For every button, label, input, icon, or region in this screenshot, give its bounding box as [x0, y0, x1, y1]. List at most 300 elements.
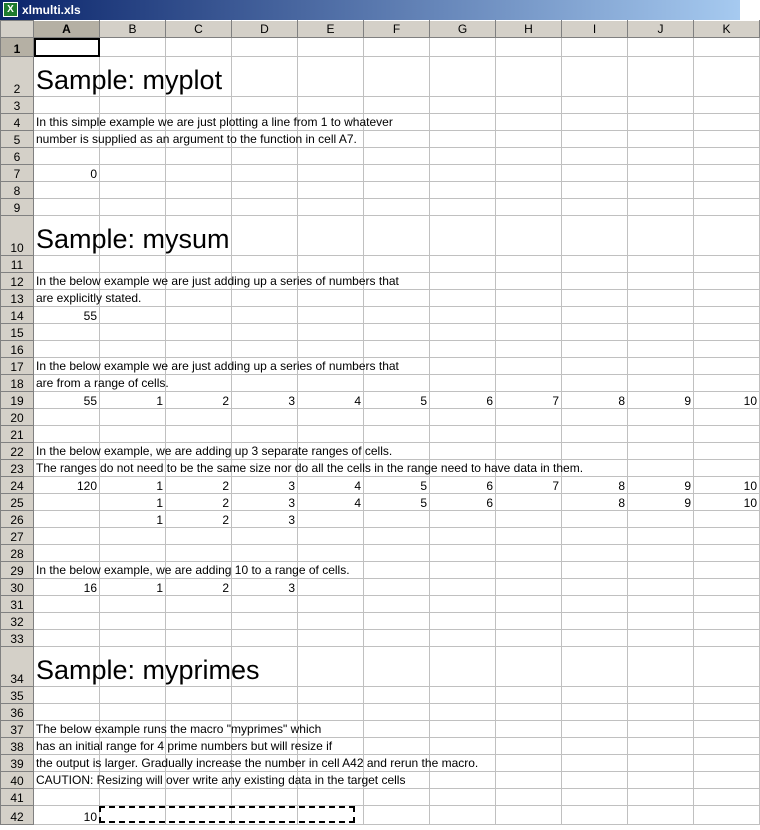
cell-j7[interactable]: [628, 165, 694, 182]
cell-j42[interactable]: [628, 806, 694, 825]
cell-b41[interactable]: [100, 789, 166, 806]
cell-h42[interactable]: [496, 806, 562, 825]
cell-d35[interactable]: [232, 687, 298, 704]
cell-j37[interactable]: [628, 721, 694, 738]
cell-k29[interactable]: [694, 562, 760, 579]
row-header-5[interactable]: 5: [1, 131, 34, 148]
cell-e18[interactable]: [298, 375, 364, 392]
cell-i42[interactable]: [562, 806, 628, 825]
cell-i19[interactable]: [562, 392, 628, 409]
cell-a38[interactable]: [34, 738, 333, 755]
column-header-c[interactable]: C: [166, 21, 232, 38]
cell-h39[interactable]: [496, 755, 562, 772]
cell-i33[interactable]: [562, 630, 628, 647]
row-header-13[interactable]: 13: [1, 290, 34, 307]
column-header-j[interactable]: J: [628, 21, 694, 38]
cell-f27[interactable]: [364, 528, 430, 545]
cell-i14[interactable]: [562, 307, 628, 324]
row-header-29[interactable]: 29: [1, 562, 34, 579]
cell-h36[interactable]: [496, 704, 562, 721]
cell-a40[interactable]: [34, 772, 406, 789]
cell-g4[interactable]: [430, 114, 496, 131]
cell-e25[interactable]: [298, 494, 364, 511]
cell-g11[interactable]: [430, 256, 496, 273]
cell-a4[interactable]: [34, 114, 393, 131]
cell-i25[interactable]: [562, 494, 628, 511]
cell-b35[interactable]: [100, 687, 166, 704]
cell-c35[interactable]: [166, 687, 232, 704]
cell-c20[interactable]: [166, 409, 232, 426]
cell-h22[interactable]: [496, 443, 562, 460]
cell-j21[interactable]: [628, 426, 694, 443]
cell-k7[interactable]: [694, 165, 760, 182]
cell-j5[interactable]: [628, 131, 694, 148]
cell-k39[interactable]: [694, 755, 760, 772]
cell-a17[interactable]: [34, 358, 399, 375]
cell-k26[interactable]: [694, 511, 760, 528]
cell-g36[interactable]: [430, 704, 496, 721]
row-header-11[interactable]: 11: [1, 256, 34, 273]
cell-g9[interactable]: [430, 199, 496, 216]
cell-g41[interactable]: [430, 789, 496, 806]
cell-a39[interactable]: [34, 755, 479, 772]
cell-c41[interactable]: [166, 789, 232, 806]
cell-f41[interactable]: [364, 789, 430, 806]
cell-f10[interactable]: [364, 216, 430, 256]
cell-a11[interactable]: [34, 256, 100, 273]
row-header-22[interactable]: 22: [1, 443, 34, 460]
cell-f14[interactable]: [364, 307, 430, 324]
row-header-20[interactable]: 20: [1, 409, 34, 426]
cell-e2[interactable]: [298, 57, 364, 97]
cell-b21[interactable]: [100, 426, 166, 443]
cell-i5[interactable]: [562, 131, 628, 148]
cell-c28[interactable]: [166, 545, 232, 562]
cell-d21[interactable]: [232, 426, 298, 443]
cell-c30[interactable]: [166, 579, 232, 596]
cell-j2[interactable]: [628, 57, 694, 97]
cell-f37[interactable]: [364, 721, 430, 738]
cell-d8[interactable]: [232, 182, 298, 199]
cell-a36[interactable]: [34, 704, 100, 721]
cell-k4[interactable]: [694, 114, 760, 131]
cell-f36[interactable]: [364, 704, 430, 721]
cell-k18[interactable]: [694, 375, 760, 392]
cell-i18[interactable]: [562, 375, 628, 392]
cell-e42[interactable]: [298, 806, 364, 825]
cell-b20[interactable]: [100, 409, 166, 426]
cell-h24[interactable]: [496, 477, 562, 494]
column-header-a[interactable]: A: [34, 21, 100, 38]
cell-c9[interactable]: [166, 199, 232, 216]
cell-j17[interactable]: [628, 358, 694, 375]
cell-h41[interactable]: [496, 789, 562, 806]
cell-e14[interactable]: [298, 307, 364, 324]
cell-b9[interactable]: [100, 199, 166, 216]
cell-j18[interactable]: [628, 375, 694, 392]
cell-g6[interactable]: [430, 148, 496, 165]
row-header-38[interactable]: 38: [1, 738, 34, 755]
row-header-18[interactable]: 18: [1, 375, 34, 392]
cell-g34[interactable]: [430, 647, 496, 687]
cell-e20[interactable]: [298, 409, 364, 426]
cell-j24[interactable]: [628, 477, 694, 494]
cell-f30[interactable]: [364, 579, 430, 596]
cell-k21[interactable]: [694, 426, 760, 443]
cell-b32[interactable]: [100, 613, 166, 630]
cell-i20[interactable]: [562, 409, 628, 426]
cell-e21[interactable]: [298, 426, 364, 443]
row-header-23[interactable]: 23: [1, 460, 34, 477]
cell-j31[interactable]: [628, 596, 694, 613]
cell-i26[interactable]: [562, 511, 628, 528]
cell-a5[interactable]: [34, 131, 357, 148]
cell-e1[interactable]: [298, 38, 364, 57]
row-header-31[interactable]: 31: [1, 596, 34, 613]
cell-k19[interactable]: [694, 392, 760, 409]
cell-g35[interactable]: [430, 687, 496, 704]
cell-d33[interactable]: [232, 630, 298, 647]
cell-d13[interactable]: [232, 290, 298, 307]
column-header-i[interactable]: I: [562, 21, 628, 38]
cell-f34[interactable]: [364, 647, 430, 687]
cell-h26[interactable]: [496, 511, 562, 528]
cell-j30[interactable]: [628, 579, 694, 596]
cell-f20[interactable]: [364, 409, 430, 426]
cell-i22[interactable]: [562, 443, 628, 460]
cell-h12[interactable]: [496, 273, 562, 290]
cell-g2[interactable]: [430, 57, 496, 97]
cell-k2[interactable]: [694, 57, 760, 97]
cell-h14[interactable]: [496, 307, 562, 324]
cell-d15[interactable]: [232, 324, 298, 341]
cell-c1[interactable]: [166, 38, 232, 57]
cell-d19[interactable]: [232, 392, 298, 409]
cell-b7[interactable]: [100, 165, 166, 182]
select-all-corner[interactable]: [1, 21, 34, 38]
cell-j39[interactable]: [628, 755, 694, 772]
cell-j40[interactable]: [628, 772, 694, 789]
cell-h4[interactable]: [496, 114, 562, 131]
cell-h32[interactable]: [496, 613, 562, 630]
cell-h37[interactable]: [496, 721, 562, 738]
spreadsheet-grid-area[interactable]: [0, 20, 757, 830]
cell-c25[interactable]: [166, 494, 232, 511]
cell-j16[interactable]: [628, 341, 694, 358]
cell-b30[interactable]: [100, 579, 166, 596]
cell-d42[interactable]: [232, 806, 298, 825]
cell-j23[interactable]: [628, 460, 694, 477]
cell-e6[interactable]: [298, 148, 364, 165]
cell-g14[interactable]: [430, 307, 496, 324]
cell-j33[interactable]: [628, 630, 694, 647]
cell-h13[interactable]: [496, 290, 562, 307]
cell-c24[interactable]: [166, 477, 232, 494]
cell-b36[interactable]: [100, 704, 166, 721]
cell-d28[interactable]: [232, 545, 298, 562]
cell-a19[interactable]: [34, 392, 100, 409]
cell-k37[interactable]: [694, 721, 760, 738]
cell-e10[interactable]: [298, 216, 364, 256]
cell-a35[interactable]: [34, 687, 100, 704]
cell-b11[interactable]: [100, 256, 166, 273]
cell-i31[interactable]: [562, 596, 628, 613]
cell-e9[interactable]: [298, 199, 364, 216]
cell-i8[interactable]: [562, 182, 628, 199]
cell-k9[interactable]: [694, 199, 760, 216]
cell-f42[interactable]: [364, 806, 430, 825]
row-header-42[interactable]: 42: [1, 806, 34, 825]
cell-c26[interactable]: [166, 511, 232, 528]
row-header-35[interactable]: 35: [1, 687, 34, 704]
cell-c21[interactable]: [166, 426, 232, 443]
cell-i41[interactable]: [562, 789, 628, 806]
cell-g3[interactable]: [430, 97, 496, 114]
cell-f21[interactable]: [364, 426, 430, 443]
cell-b19[interactable]: [100, 392, 166, 409]
cell-g17[interactable]: [430, 358, 496, 375]
cell-j11[interactable]: [628, 256, 694, 273]
cell-g27[interactable]: [430, 528, 496, 545]
cell-f2[interactable]: [364, 57, 430, 97]
cell-d36[interactable]: [232, 704, 298, 721]
cell-h31[interactable]: [496, 596, 562, 613]
cell-b28[interactable]: [100, 545, 166, 562]
column-header-g[interactable]: G: [430, 21, 496, 38]
cell-c13[interactable]: [166, 290, 232, 307]
cell-i34[interactable]: [562, 647, 628, 687]
cell-h33[interactable]: [496, 630, 562, 647]
cell-h25[interactable]: [496, 494, 562, 511]
cell-i32[interactable]: [562, 613, 628, 630]
cell-g26[interactable]: [430, 511, 496, 528]
cell-e11[interactable]: [298, 256, 364, 273]
row-header-25[interactable]: 25: [1, 494, 34, 511]
cell-i13[interactable]: [562, 290, 628, 307]
cell-h18[interactable]: [496, 375, 562, 392]
cell-f29[interactable]: [364, 562, 430, 579]
cell-g25[interactable]: [430, 494, 496, 511]
cell-h29[interactable]: [496, 562, 562, 579]
row-header-34[interactable]: 34: [1, 647, 34, 687]
cell-a26[interactable]: [34, 511, 100, 528]
cell-k17[interactable]: [694, 358, 760, 375]
cell-k6[interactable]: [694, 148, 760, 165]
cell-a15[interactable]: [34, 324, 100, 341]
column-header-k[interactable]: K: [694, 21, 760, 38]
cell-i12[interactable]: [562, 273, 628, 290]
cell-j19[interactable]: [628, 392, 694, 409]
cell-i9[interactable]: [562, 199, 628, 216]
row-header-26[interactable]: 26: [1, 511, 34, 528]
cell-h20[interactable]: [496, 409, 562, 426]
cell-a3[interactable]: [34, 97, 100, 114]
cell-h27[interactable]: [496, 528, 562, 545]
cell-g24[interactable]: [430, 477, 496, 494]
cell-c36[interactable]: [166, 704, 232, 721]
cell-k28[interactable]: [694, 545, 760, 562]
cell-e7[interactable]: [298, 165, 364, 182]
cell-j15[interactable]: [628, 324, 694, 341]
cell-g42[interactable]: [430, 806, 496, 825]
cell-f28[interactable]: [364, 545, 430, 562]
row-header-12[interactable]: 12: [1, 273, 34, 290]
column-header-h[interactable]: H: [496, 21, 562, 38]
cell-e8[interactable]: [298, 182, 364, 199]
cell-f35[interactable]: [364, 687, 430, 704]
cell-h3[interactable]: [496, 97, 562, 114]
cell-i6[interactable]: [562, 148, 628, 165]
cell-i3[interactable]: [562, 97, 628, 114]
cell-h9[interactable]: [496, 199, 562, 216]
cell-h8[interactable]: [496, 182, 562, 199]
cell-j8[interactable]: [628, 182, 694, 199]
cell-e35[interactable]: [298, 687, 364, 704]
column-header-e[interactable]: E: [298, 21, 364, 38]
cell-d2[interactable]: [232, 57, 298, 97]
cell-k16[interactable]: [694, 341, 760, 358]
cell-j25[interactable]: [628, 494, 694, 511]
cell-b42[interactable]: [100, 806, 166, 825]
cell-b15[interactable]: [100, 324, 166, 341]
cell-k34[interactable]: [694, 647, 760, 687]
row-header-6[interactable]: 6: [1, 148, 34, 165]
cell-c7[interactable]: [166, 165, 232, 182]
cell-k14[interactable]: [694, 307, 760, 324]
row-header-36[interactable]: 36: [1, 704, 34, 721]
cell-i39[interactable]: [562, 755, 628, 772]
cell-f32[interactable]: [364, 613, 430, 630]
cell-j38[interactable]: [628, 738, 694, 755]
row-header-28[interactable]: 28: [1, 545, 34, 562]
cell-a31[interactable]: [34, 596, 100, 613]
cell-j12[interactable]: [628, 273, 694, 290]
cell-e33[interactable]: [298, 630, 364, 647]
cell-g10[interactable]: [430, 216, 496, 256]
cell-j27[interactable]: [628, 528, 694, 545]
cell-k20[interactable]: [694, 409, 760, 426]
cell-a20[interactable]: [34, 409, 100, 426]
cell-k30[interactable]: [694, 579, 760, 596]
cell-h16[interactable]: [496, 341, 562, 358]
cell-h11[interactable]: [496, 256, 562, 273]
cell-g20[interactable]: [430, 409, 496, 426]
cell-j32[interactable]: [628, 613, 694, 630]
cell-d1[interactable]: [232, 38, 298, 57]
cell-k40[interactable]: [694, 772, 760, 789]
cell-k23[interactable]: [694, 460, 760, 477]
row-header-15[interactable]: 15: [1, 324, 34, 341]
cell-d26[interactable]: [232, 511, 298, 528]
cell-d20[interactable]: [232, 409, 298, 426]
cell-g16[interactable]: [430, 341, 496, 358]
cell-e32[interactable]: [298, 613, 364, 630]
cell-h1[interactable]: [496, 38, 562, 57]
cell-b27[interactable]: [100, 528, 166, 545]
cell-h35[interactable]: [496, 687, 562, 704]
cell-b31[interactable]: [100, 596, 166, 613]
cell-b1[interactable]: [100, 38, 166, 57]
cell-g12[interactable]: [430, 273, 496, 290]
cell-d31[interactable]: [232, 596, 298, 613]
row-header-14[interactable]: 14: [1, 307, 34, 324]
row-header-10[interactable]: 10: [1, 216, 34, 256]
cell-i21[interactable]: [562, 426, 628, 443]
cell-k24[interactable]: [694, 477, 760, 494]
cell-a22[interactable]: [34, 443, 393, 460]
row-header-9[interactable]: 9: [1, 199, 34, 216]
cell-i28[interactable]: [562, 545, 628, 562]
cell-j3[interactable]: [628, 97, 694, 114]
cell-c15[interactable]: [166, 324, 232, 341]
row-header-32[interactable]: 32: [1, 613, 34, 630]
cell-h2[interactable]: [496, 57, 562, 97]
cell-k36[interactable]: [694, 704, 760, 721]
cell-g1[interactable]: [430, 38, 496, 57]
cell-a12[interactable]: [34, 273, 399, 290]
cell-g33[interactable]: [430, 630, 496, 647]
cell-i29[interactable]: [562, 562, 628, 579]
cell-j1[interactable]: [628, 38, 694, 57]
cell-e28[interactable]: [298, 545, 364, 562]
cell-b25[interactable]: [100, 494, 166, 511]
cell-h19[interactable]: [496, 392, 562, 409]
cell-j29[interactable]: [628, 562, 694, 579]
cell-c3[interactable]: [166, 97, 232, 114]
cell-i37[interactable]: [562, 721, 628, 738]
cell-g28[interactable]: [430, 545, 496, 562]
cell-f5[interactable]: [364, 131, 430, 148]
cell-a16[interactable]: [34, 341, 100, 358]
row-header-7[interactable]: 7: [1, 165, 34, 182]
cell-c18[interactable]: [166, 375, 232, 392]
cell-g30[interactable]: [430, 579, 496, 596]
cell-i30[interactable]: [562, 579, 628, 596]
cell-h40[interactable]: [496, 772, 562, 789]
cell-f19[interactable]: [364, 392, 430, 409]
cell-i7[interactable]: [562, 165, 628, 182]
cell-j22[interactable]: [628, 443, 694, 460]
cell-d24[interactable]: [232, 477, 298, 494]
column-header-d[interactable]: D: [232, 21, 298, 38]
cell-g31[interactable]: [430, 596, 496, 613]
cell-k8[interactable]: [694, 182, 760, 199]
cell-e31[interactable]: [298, 596, 364, 613]
cell-g19[interactable]: [430, 392, 496, 409]
worksheet-grid[interactable]: [0, 20, 760, 825]
cell-j34[interactable]: [628, 647, 694, 687]
cell-j13[interactable]: [628, 290, 694, 307]
cell-a9[interactable]: [34, 199, 100, 216]
cell-h21[interactable]: [496, 426, 562, 443]
row-header-8[interactable]: 8: [1, 182, 34, 199]
cell-d41[interactable]: [232, 789, 298, 806]
cell-b26[interactable]: [100, 511, 166, 528]
cell-g21[interactable]: [430, 426, 496, 443]
row-header-41[interactable]: 41: [1, 789, 34, 806]
cell-c32[interactable]: [166, 613, 232, 630]
cell-d25[interactable]: [232, 494, 298, 511]
cell-f38[interactable]: [364, 738, 430, 755]
cell-a29[interactable]: [34, 562, 350, 579]
cell-c6[interactable]: [166, 148, 232, 165]
cell-b14[interactable]: [100, 307, 166, 324]
cell-i10[interactable]: [562, 216, 628, 256]
cell-f13[interactable]: [364, 290, 430, 307]
cell-e16[interactable]: [298, 341, 364, 358]
cell-c27[interactable]: [166, 528, 232, 545]
cell-i35[interactable]: [562, 687, 628, 704]
